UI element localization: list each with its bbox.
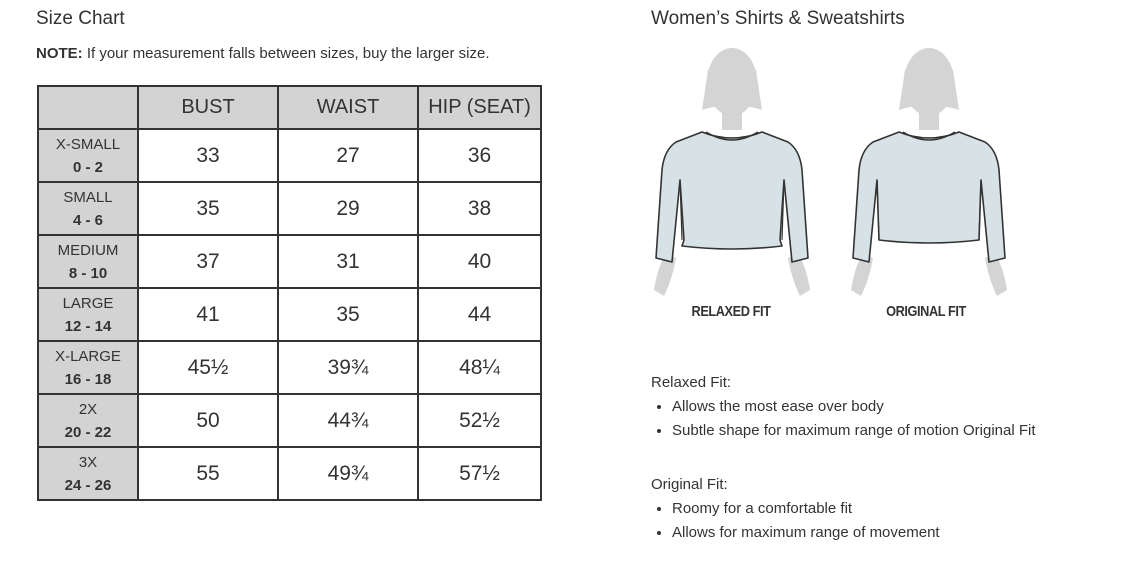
size-label: LARGE — [62, 294, 114, 312]
bust-value: 37 — [138, 235, 278, 288]
size-range: 4 - 6 — [72, 211, 103, 229]
table-row — [38, 182, 541, 235]
size-range: 0 - 2 — [72, 158, 103, 176]
relaxed-fit-list — [651, 395, 1036, 443]
hip-value: 57½ — [418, 447, 541, 500]
size-cell — [38, 129, 138, 182]
bust-value: 35 — [138, 182, 278, 235]
table-row — [38, 447, 541, 500]
bust-value: 41 — [138, 288, 278, 341]
table-row — [38, 288, 541, 341]
table-row — [38, 394, 541, 447]
list-item: • Subtle shape for maximum range of motion Original Fit — [672, 419, 1036, 443]
size-cell — [38, 288, 138, 341]
size-range: 24 - 26 — [64, 476, 112, 494]
original-fit-caption: ORIGINAL FIT — [886, 303, 966, 320]
list-item: • Allows for maximum range of movement — [672, 521, 940, 545]
waist-value: 35 — [278, 288, 418, 341]
fit-guide-title: Women’s Shirts & Sweatshirts — [651, 8, 905, 29]
note-label: NOTE: — [36, 45, 83, 62]
size-label: X-SMALL — [55, 135, 121, 153]
size-label: 2X — [78, 400, 98, 418]
original-fit-illustration — [847, 40, 1011, 302]
note-text: If your measurement falls between sizes, buy the larger size. — [82, 45, 490, 62]
size-chart-title: Size Chart — [36, 8, 125, 29]
relaxed-fit-caption: RELAXED FIT — [691, 303, 771, 320]
original-fit-description — [651, 476, 940, 545]
bust-value: 55 — [138, 447, 278, 500]
original-fit-heading: Original Fit: — [651, 476, 728, 493]
waist-value: 39¾ — [278, 341, 418, 394]
original-shirt — [853, 132, 1005, 262]
size-chart-table — [37, 85, 542, 501]
size-cell — [38, 394, 138, 447]
size-range: 16 - 18 — [64, 370, 112, 388]
size-cell — [38, 447, 138, 500]
hip-value: 48¼ — [418, 341, 541, 394]
header-cell-size — [38, 86, 138, 129]
table-row — [38, 235, 541, 288]
header-cell-bust: BUST — [138, 86, 278, 129]
relaxed-fit-heading: Relaxed Fit: — [651, 374, 732, 391]
header-cell-waist: WAIST — [278, 86, 418, 129]
size-range: 8 - 10 — [68, 264, 108, 282]
waist-value: 44¾ — [278, 394, 418, 447]
size-note — [36, 45, 490, 62]
size-range: 20 - 22 — [64, 423, 112, 441]
list-item: • Roomy for a comfortable fit — [672, 497, 940, 521]
hip-value: 40 — [418, 235, 541, 288]
hip-value: 36 — [418, 129, 541, 182]
relaxed-shirt — [656, 132, 808, 262]
size-label: X-LARGE — [55, 347, 121, 365]
waist-value: 49¾ — [278, 447, 418, 500]
table-row — [38, 129, 541, 182]
relaxed-fit-illustration — [650, 40, 814, 302]
list-item: • Allows the most ease over body — [672, 395, 1036, 419]
hip-value: 52½ — [418, 394, 541, 447]
bust-value: 33 — [138, 129, 278, 182]
hip-value: 44 — [418, 288, 541, 341]
size-label: MEDIUM — [57, 241, 119, 259]
waist-value: 27 — [278, 129, 418, 182]
original-fit-list — [651, 497, 940, 545]
size-label: SMALL — [63, 188, 113, 206]
size-cell — [38, 341, 138, 394]
size-label: 3X — [78, 453, 98, 471]
size-range: 12 - 14 — [64, 317, 112, 335]
size-cell — [38, 235, 138, 288]
size-cell — [38, 182, 138, 235]
bust-value: 45½ — [138, 341, 278, 394]
bust-value: 50 — [138, 394, 278, 447]
hip-value: 38 — [418, 182, 541, 235]
header-cell-hip: HIP (SEAT) — [418, 86, 541, 129]
waist-value: 29 — [278, 182, 418, 235]
waist-value: 31 — [278, 235, 418, 288]
table-header-row — [38, 86, 541, 129]
table-row — [38, 341, 541, 394]
relaxed-fit-description — [651, 374, 1036, 443]
